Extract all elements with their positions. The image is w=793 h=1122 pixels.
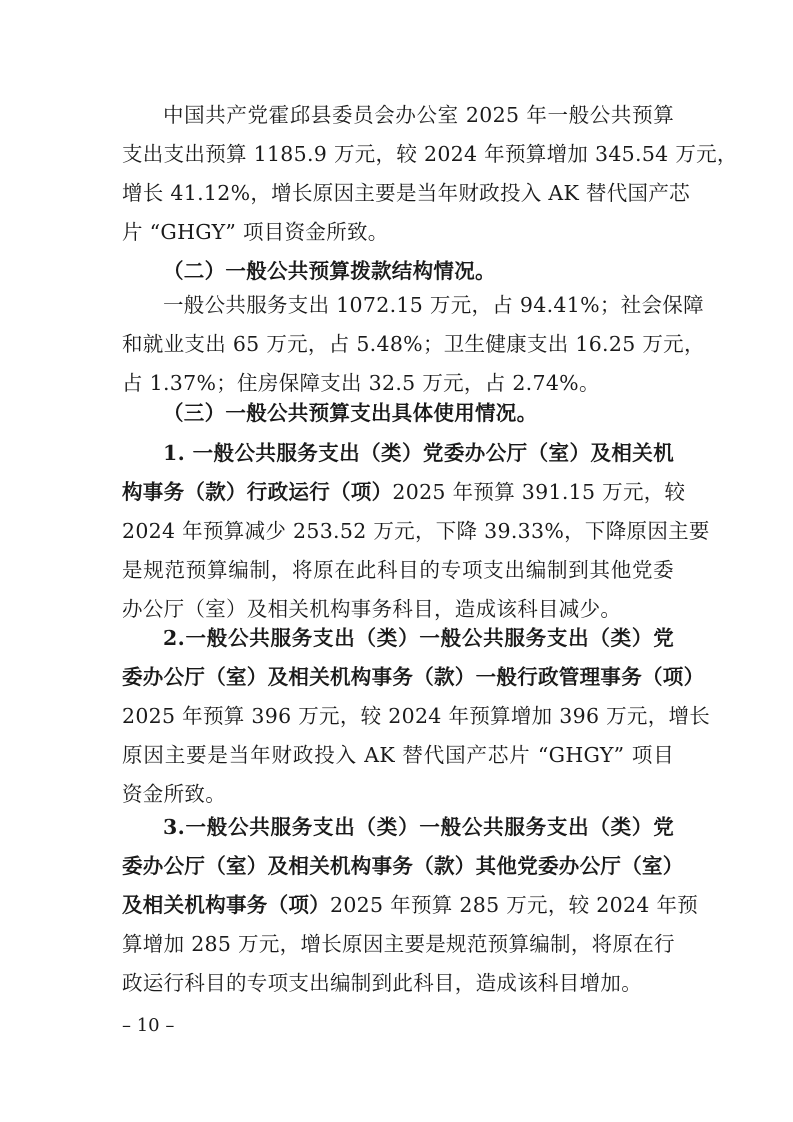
regular-text: 算增加 285 万元，增长原因主要是规范预算编制，将原在行: [122, 932, 675, 956]
text-line: [122, 551, 674, 590]
regular-text: 2025 年预算 285 万元，较 2024 年预: [330, 893, 699, 917]
text-line: [122, 808, 674, 847]
section-heading-3: [122, 394, 674, 433]
paragraph-item-1: [122, 434, 710, 629]
regular-text: 2024 年预算减少 253.52 万元，下降 39.33%，下降原因主要: [122, 519, 710, 543]
bold-text: 3.一般公共服务支出（类）一般公共服务支出（类）党: [163, 815, 674, 839]
text-line: 中国共产党霍邱县委员会办公室 2025 年一般公共预算: [163, 103, 674, 127]
text-line: [122, 512, 710, 551]
text-line: [122, 736, 674, 775]
heading-text: （二）一般公共预算拨款结构情况。: [163, 259, 496, 283]
regular-text: 政运行科目的专项支出编制到此科目，造成该科目增加。: [122, 971, 642, 995]
text-line: [122, 619, 674, 658]
text-line: 一般公共服务支出 1072.15 万元，占 94.41%；社会保障: [163, 293, 704, 317]
regular-text: 办公厅（室）及相关机构事务科目，造成该科目减少。: [122, 597, 622, 621]
text-line: [122, 964, 674, 1003]
paragraph-structure: [122, 286, 705, 403]
regular-text: 资金所致。: [122, 782, 226, 806]
regular-text: 2025 年预算 391.15 万元，较: [392, 480, 686, 504]
text-line: 增长 41.12%，增长原因主要是当年财政投入 AK 替代国产芯: [122, 181, 690, 205]
text-line: [122, 473, 686, 512]
heading-text: （三）一般公共预算支出具体使用情况。: [163, 401, 538, 425]
text-line: 占 1.37%；住房保障支出 32.5 万元，占 2.74%。: [122, 371, 600, 395]
text-line: [122, 697, 711, 736]
bold-text: 委办公厅（室）及相关机构事务（款）一般行政管理事务（项）: [122, 665, 705, 689]
text-line: 支出支出预算 1185.9 万元，较 2024 年预算增加 345.54 万元，: [122, 142, 738, 166]
paragraph-item-3: [122, 808, 699, 1003]
text-line: 和就业支出 65 万元，占 5.48%；卫生健康支出 16.25 万元，: [122, 332, 705, 356]
regular-text: 原因主要是当年财政投入 AK 替代国产芯片 “GHGY” 项目: [122, 743, 674, 767]
regular-text: 是规范预算编制，将原在此科目的专项支出编制到其他党委: [122, 558, 674, 582]
bold-text: 构事务（款）行政运行（项）: [122, 480, 393, 504]
bold-text: 1. 一般公共服务支出（类）党委办公厅（室）及相关机: [163, 441, 674, 465]
page-number: – 10 –: [122, 1015, 175, 1036]
text-line: [122, 925, 674, 964]
regular-text: 2025 年预算 396 万元，较 2024 年预算增加 396 万元，增长: [122, 704, 711, 728]
text-line: [122, 847, 684, 886]
text-line: [122, 658, 705, 697]
text-line: 片 “GHGY” 项目资金所致。: [122, 220, 389, 244]
paragraph-budget-total: [122, 96, 738, 252]
bold-text: 2.一般公共服务支出（类）一般公共服务支出（类）党: [163, 626, 674, 650]
text-line: [122, 434, 674, 473]
paragraph-item-2: [122, 619, 711, 814]
bold-text: 及相关机构事务（项）: [122, 893, 330, 917]
text-line: [122, 886, 699, 925]
bold-text: 委办公厅（室）及相关机构事务（款）其他党委办公厅（室）: [122, 854, 684, 878]
